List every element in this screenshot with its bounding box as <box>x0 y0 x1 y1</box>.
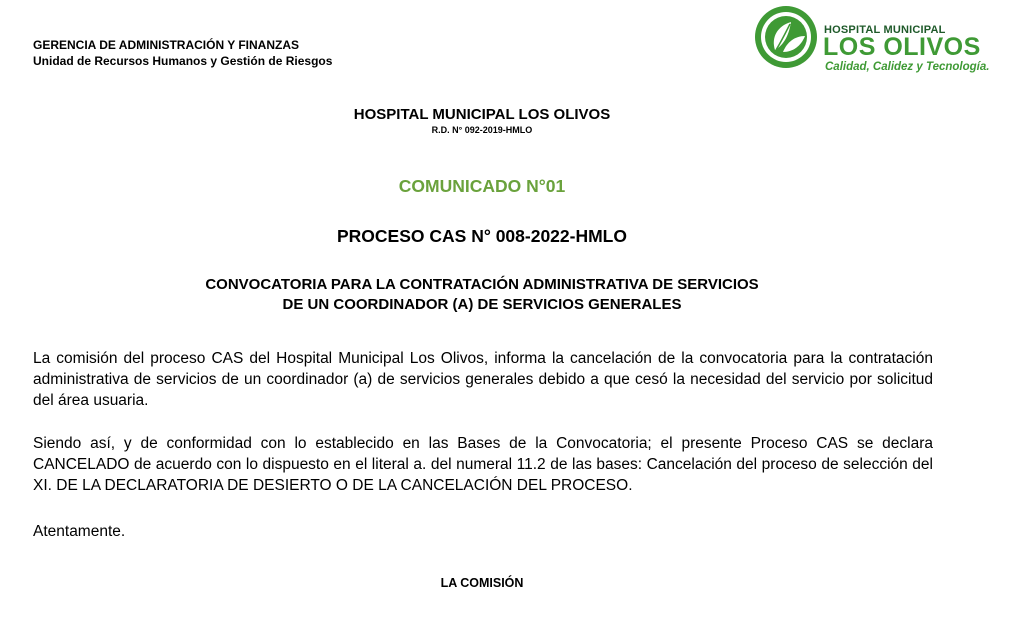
convocatoria-line-1: CONVOCATORIA PARA LA CONTRATACIÓN ADMINISTRATIVA DE SERVICIOS <box>205 276 759 293</box>
proceso-heading: PROCESO CAS N° 008-2022-HMLO <box>337 226 627 246</box>
convocatoria-heading <box>0 275 964 315</box>
olive-leaf-emblem-icon <box>753 4 819 70</box>
paragraph-legal-basis: Siendo así, y de conformidad con lo establecido en las Bases de la Convocatoria; el presente Proceso CAS se declara CANCELADO de acuerdo con lo dispuesto en el literal a. del numeral 11.2 de las bases: Cancelación del proceso de selección del XI. DE LA DECLARATORIA DE DESIERTO O DE LA CANCELACIÓN DEL PROCESO. <box>33 435 933 494</box>
unit-name: Unidad de Recursos Humanos y Gestión de Riesgos <box>33 54 333 68</box>
logo-tagline: Calidad, Calidez y Tecnología. <box>825 61 990 73</box>
logo-big-text: LOS OLIVOS <box>823 33 981 61</box>
resolution-number: R.D. N° 092-2019-HMLO <box>431 125 533 135</box>
closing-salutation: Atentamente. <box>33 523 126 540</box>
logo-small-text: HOSPITAL MUNICIPAL <box>824 24 946 36</box>
header-department-block <box>33 37 332 69</box>
document-title: HOSPITAL MUNICIPAL LOS OLIVOS <box>353 106 611 123</box>
comunicado-heading: COMUNICADO N°01 <box>398 176 566 196</box>
signature-block: LA COMISIÓN <box>440 576 524 590</box>
department-name: GERENCIA DE ADMINISTRACIÓN Y FINANZAS <box>33 38 300 52</box>
paragraph-cancellation-notice: La comisión del proceso CAS del Hospital Municipal Los Olivos, informa la cancelación de la convocatoria para la contratación administrativa de servicios de un coordinador (a) de servicios generales debido a que cesó la necesidad del servicio por solicitud del área usuaria. <box>33 350 933 409</box>
hospital-logo <box>753 4 1015 76</box>
convocatoria-line-2: DE UN COORDINADOR (A) DE SERVICIOS GENERALES <box>282 296 682 313</box>
